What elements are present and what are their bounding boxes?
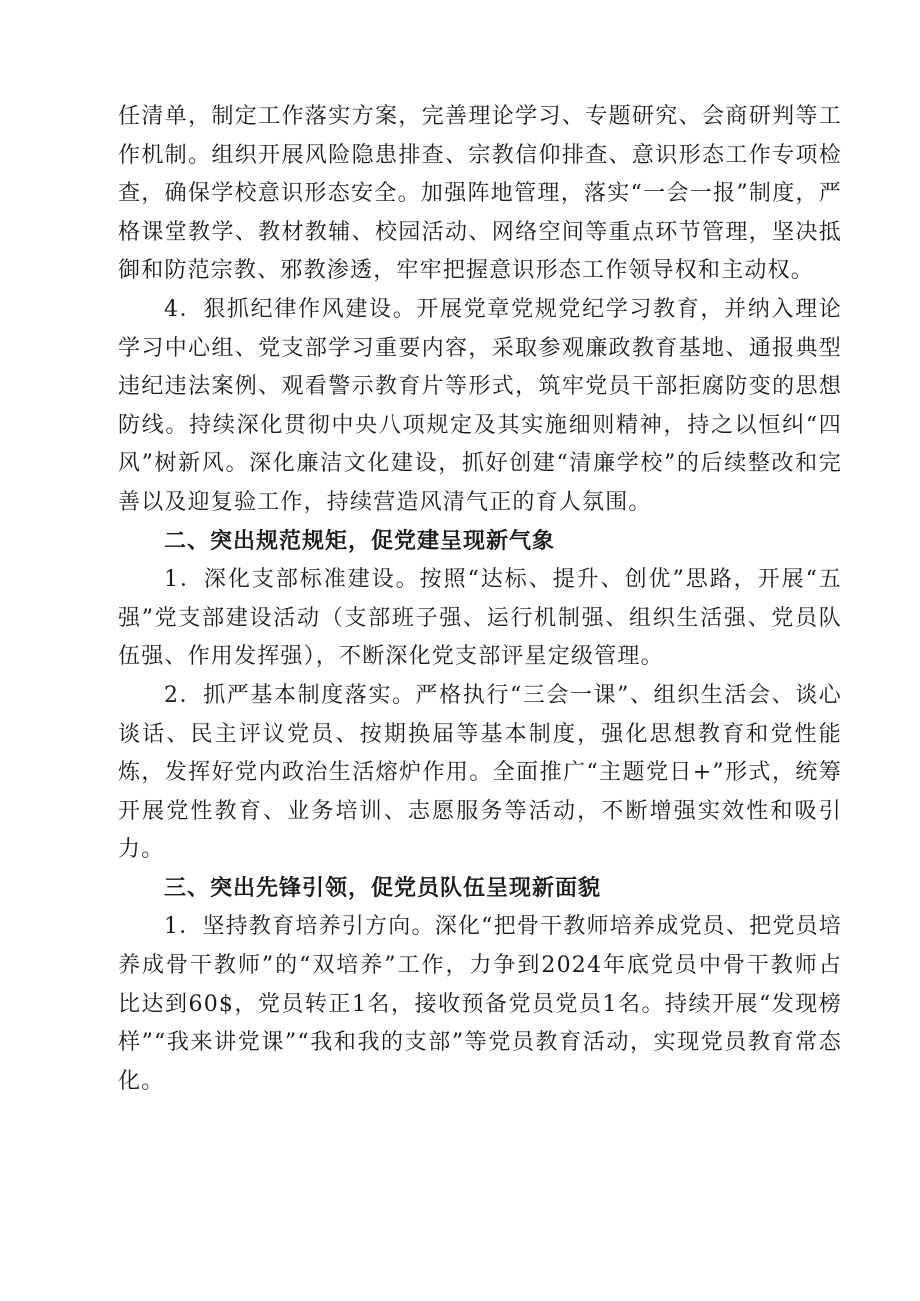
- section-heading: 三、突出先锋引领，促党员队伍呈现新面貌: [164, 875, 602, 901]
- body-paragraph: 1．深化支部标准建设。按照“达标、提升、创优”思路，开展“五强”党支部建设活动（支部班子强、运行机制强、组织生活强、党员队伍强、作用发挥强），不断深化党支部评星定级管理。: [118, 567, 842, 670]
- body-paragraph: 任清单，制定工作落实方案，完善理论学习、专题研究、会商研判等工作机制。组织开展风险隐患排查、宗教信仰排查、意识形态工作专项检查，确保学校意识形态安全。加强阵地管理，落实“一会一报”制度，严格课堂教学、教材教辅、校园活动、网络空间等重点环节管理，坚决抵御和防范宗教、邪教渗透，牢牢把握意识形态工作领导权和主动权。: [118, 104, 842, 284]
- body-paragraph: 1．坚持教育培养引方向。深化“把骨干教师培养成党员、把党员培养成骨干教师”的“双培养”工作，力争到2024年底党员中骨干教师占比达到60$，党员转正1名，接收预备党员党员1名。持续开展“发现榜样”“我来讲党课”“我和我的支部”等党员教育活动，实现党员教育常态化。: [118, 914, 842, 1094]
- body-paragraph: 4．狠抓纪律作风建设。开展党章党规党纪学习教育，并纳入理论学习中心组、党支部学习重要内容，采取参观廉政教育基地、通报典型违纪违法案例、观看警示教育片等形式，筑牢党员干部拒腐防变的思想防线。持续深化贯彻中央八项规定及其实施细则精神，持之以恒纠“四风”树新风。深化廉洁文化建设，抓好创建“清廉学校”的后续整改和完善以及迎复验工作，持续营造风清气正的育人氛围。: [118, 296, 842, 515]
- section-heading: 二、突出规范规矩，促党建呈现新气象: [164, 528, 556, 554]
- document-page: [118, 98, 842, 1101]
- body-paragraph: 2．抓严基本制度落实。严格执行“三会一课”、组织生活会、谈心谈话、民主评议党员、按期换届等基本制度，强化思想教育和党性能炼，发挥好党内政治生活熔炉作用。全面推广“主题党日+”形式，统筹开展党性教育、业务培训、志愿服务等活动，不断增强实效性和吸引力。: [118, 682, 842, 863]
